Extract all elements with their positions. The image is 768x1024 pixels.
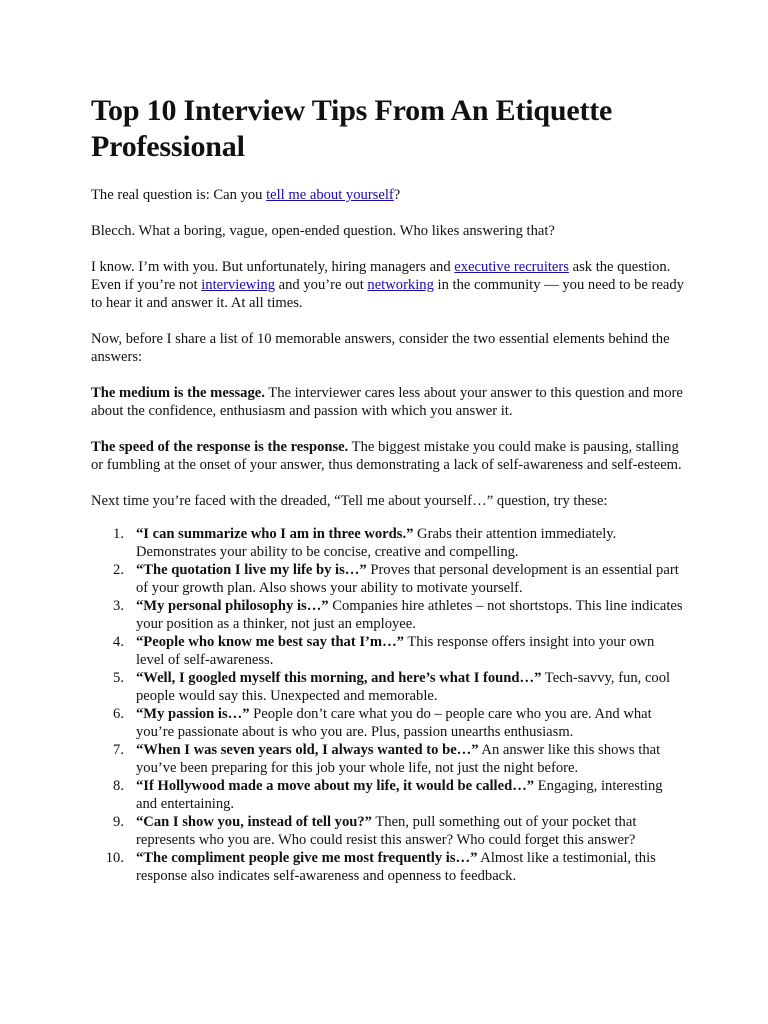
list-item (91, 849, 685, 885)
list-item-quote: “If Hollywood made a move about my life, it would be called…” (136, 778, 535, 794)
list-item-text: Grabs their attention immediately. Demonstrates your ability to be concise, creative and compelling. (136, 526, 617, 560)
paragraph-i-know (91, 258, 685, 312)
list-item-text: An answer like this shows that you’ve been preparing for this job your whole life, not just the night before. (136, 742, 661, 776)
list-item-quote: “My passion is…” (136, 706, 250, 722)
paragraph-medium-text: The interviewer cares less about your answer to this question and more about the confidence, enthusiasm and passion with which you answer it. (91, 385, 683, 419)
paragraph-i-know-text-4: in the community — you need to be ready to hear it and answer it. At all times. (91, 277, 684, 311)
list-item (91, 777, 685, 813)
list-item-text: Then, pull something out of your pocket that represents who you are. Who could resist this answer? Who could forget this answer? (136, 814, 637, 848)
list-item-number: 8. (113, 778, 124, 794)
link-executive-recruiters[interactable]: executive recruiters (454, 259, 569, 275)
list-item-number: 7. (113, 742, 124, 758)
article-body (91, 93, 685, 885)
list-item-number: 4. (113, 634, 124, 650)
paragraph-question-end: ? (393, 187, 401, 203)
link-networking[interactable]: networking (367, 277, 434, 293)
list-item-quote: “The quotation I live my life by is…” (136, 562, 367, 578)
paragraph-i-know-text-1: I know. I’m with you. But unfortunately, hiring managers and (91, 259, 455, 275)
link-tell-me-about-yourself[interactable]: tell me about yourself (266, 187, 394, 203)
list-item-number: 1. (113, 526, 124, 542)
list-item-quote: “When I was seven years old, I always wanted to be…” (136, 742, 479, 758)
list-item (91, 669, 685, 705)
paragraph-speed (91, 438, 685, 474)
list-item-number: 9. (113, 814, 124, 830)
paragraph-i-know-text-3: and you’re out (275, 277, 368, 293)
list-item-text: Almost like a testimonial, this response also indicates self-awareness and openness to feedback. (136, 850, 656, 884)
list-item (91, 633, 685, 669)
tips-list (91, 525, 685, 885)
paragraph-medium-bold: The medium is the message. (91, 385, 265, 401)
list-item-quote: “The compliment people give me most frequently is…” (136, 850, 478, 866)
paragraph-question-text: The real question is: Can you (91, 187, 267, 203)
list-item-text: This response offers insight into your own level of self-awareness. (136, 634, 655, 668)
list-item-text: Companies hire athletes – not shortstops. This line indicates your position as a thinker, not just an employee. (136, 598, 683, 632)
list-item-quote: “Can I show you, instead of tell you?” (136, 814, 372, 830)
list-item (91, 741, 685, 777)
list-item (91, 813, 685, 849)
list-item-number: 3. (113, 598, 124, 614)
list-item (91, 597, 685, 633)
paragraph-question (91, 186, 685, 204)
list-item-number: 5. (113, 670, 124, 686)
list-item (91, 525, 685, 561)
paragraph-blecch: Blecch. What a boring, vague, open-ended question. Who likes answering that? (91, 223, 555, 239)
list-item-quote: “People who know me best say that I’m…” (136, 634, 404, 650)
list-item-number: 10. (105, 850, 124, 866)
paragraph-now-before: Now, before I share a list of 10 memorable answers, consider the two essential elements behind the answers: (91, 331, 670, 365)
list-item-quote: “My personal philosophy is…” (136, 598, 329, 614)
article-title: Top 10 Interview Tips From An Etiquette Professional (91, 94, 613, 163)
paragraph-medium (91, 384, 685, 420)
list-item (91, 705, 685, 741)
paragraph-next-time: Next time you’re faced with the dreaded, “Tell me about yourself…” question, try these: (91, 493, 608, 509)
list-item-text: People don’t care what you do – people care who you are. And what you’re passionate about is who you are. Plus, passion unearths enthusiasm. (136, 706, 652, 740)
list-item-number: 2. (113, 562, 124, 578)
list-item-quote: “I can summarize who I am in three words.” (136, 526, 414, 542)
list-item-number: 6. (113, 706, 124, 722)
paragraph-speed-bold: The speed of the response is the response. (91, 439, 349, 455)
list-item-text: Proves that personal development is an essential part of your growth plan. Also shows your ability to motivate yourself. (136, 562, 679, 596)
link-interviewing[interactable]: interviewing (201, 277, 275, 293)
list-item-quote: “Well, I googled myself this morning, and here’s what I found…” (136, 670, 542, 686)
paragraph-i-know-text-2: ask the question. Even if you’re not (91, 259, 671, 293)
list-item (91, 561, 685, 597)
list-item-text: Engaging, interesting and entertaining. (136, 778, 663, 812)
paragraph-speed-text: The biggest mistake you could make is pausing, stalling or fumbling at the onset of your answer, thus demonstrating a lack of self-awareness and self-esteem. (91, 439, 682, 473)
list-item-text: Tech-savvy, fun, cool people would say this. Unexpected and memorable. (136, 670, 671, 704)
